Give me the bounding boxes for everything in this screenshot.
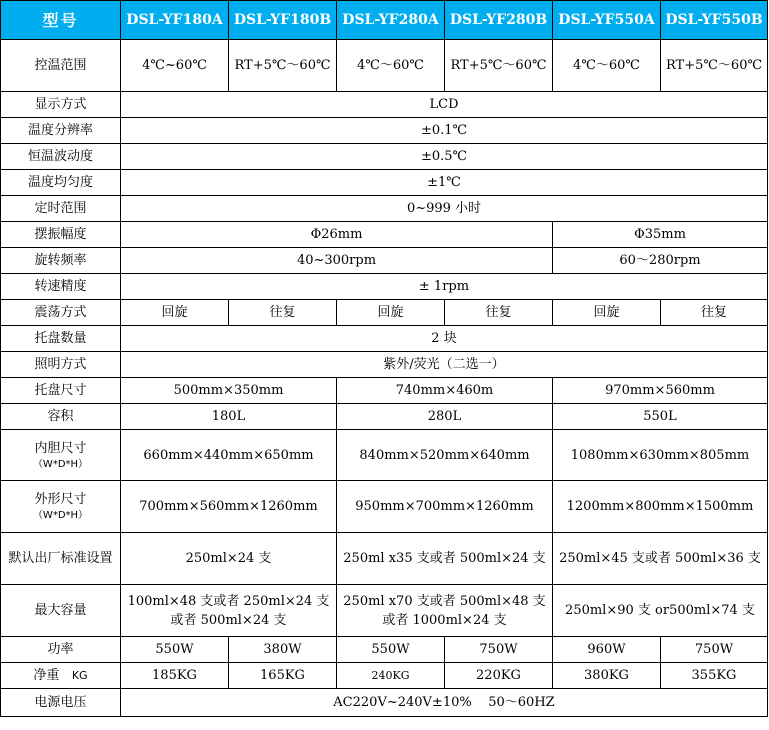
cell-value: 250ml×24 支 — [121, 533, 337, 585]
row-uniformity — [1, 170, 768, 196]
cell-value: 550L — [553, 404, 768, 430]
header-model-2: DSL-YF180B — [229, 1, 337, 40]
row-trays — [1, 326, 768, 352]
row-timer — [1, 196, 768, 222]
row-volume — [1, 404, 768, 430]
row-fluctuation — [1, 144, 768, 170]
row-label: 转速精度 — [1, 274, 121, 300]
row-default-config — [1, 533, 768, 585]
row-label: 托盘尺寸 — [1, 378, 121, 404]
row-speed-accuracy — [1, 274, 768, 300]
header-model-label: 型号 — [1, 1, 121, 40]
cell-value: 750W — [661, 637, 768, 663]
row-label: 默认出厂标准设置 — [1, 533, 121, 585]
cell-value: 250ml×45 支或者 500ml×36 支 — [553, 533, 768, 585]
cell-value: 660mm×440mm×650mm — [121, 430, 337, 481]
row-label: 温度均匀度 — [1, 170, 121, 196]
cell-value: 回旋 — [553, 300, 661, 326]
cell-value: 往复 — [661, 300, 768, 326]
cell-value: 40~300rpm — [121, 248, 553, 274]
row-label: 最大容量 — [1, 585, 121, 637]
row-outer-size — [1, 481, 768, 533]
cell-value: 1200mm×800mm×1500mm — [553, 481, 768, 533]
cell-value: LCD — [121, 92, 768, 118]
cell-value: 往复 — [229, 300, 337, 326]
cell-value: 280L — [337, 404, 553, 430]
row-label: 摆振幅度 — [1, 222, 121, 248]
row-shaking-mode — [1, 300, 768, 326]
cell-value: 回旋 — [121, 300, 229, 326]
row-tray-size — [1, 378, 768, 404]
row-label — [1, 663, 121, 689]
header-model-5: DSL-YF550A — [553, 1, 661, 40]
row-label-sub: （W*D*H） — [32, 458, 89, 470]
cell-value: 250ml×90 支 or500ml×74 支 — [553, 585, 768, 637]
row-label: 定时范围 — [1, 196, 121, 222]
cell-value: 500mm×350mm — [121, 378, 337, 404]
cell-value: 220KG — [445, 663, 553, 689]
cell-value: 950mm×700mm×1260mm — [337, 481, 553, 533]
header-model-3: DSL-YF280A — [337, 1, 445, 40]
cell-value: 355KG — [661, 663, 768, 689]
cell-value: 840mm×520mm×640mm — [337, 430, 553, 481]
cell-value: 550W — [121, 637, 229, 663]
row-lighting — [1, 352, 768, 378]
row-resolution — [1, 118, 768, 144]
row-max-capacity — [1, 585, 768, 637]
cell-value: RT+5℃～60℃ — [445, 40, 553, 92]
row-label: 电源电压 — [1, 689, 121, 717]
row-label-main: 净重 — [33, 668, 60, 683]
row-power — [1, 637, 768, 663]
cell-value: 240KG — [337, 663, 445, 689]
row-label: 温度分辨率 — [1, 118, 121, 144]
cell-value: RT+5℃～60℃ — [229, 40, 337, 92]
row-label-unit: KG — [71, 669, 88, 682]
cell-value: ±1℃ — [121, 170, 768, 196]
cell-value: 4℃～60℃ — [553, 40, 661, 92]
cell-value: Φ35mm — [553, 222, 768, 248]
row-label — [1, 481, 121, 533]
cell-value: 380KG — [553, 663, 661, 689]
cell-value: 4℃～60℃ — [337, 40, 445, 92]
row-net-weight — [1, 663, 768, 689]
cell-value: 100ml×48 支或者 250ml×24 支或者 500ml×24 支 — [121, 585, 337, 637]
header-model-1: DSL-YF180A — [121, 1, 229, 40]
row-label: 托盘数量 — [1, 326, 121, 352]
cell-value: 紫外/荧光（二选一） — [121, 352, 768, 378]
cell-value: 960W — [553, 637, 661, 663]
cell-value: ± 1rpm — [121, 274, 768, 300]
cell-value: 740mm×460m — [337, 378, 553, 404]
cell-value: 550W — [337, 637, 445, 663]
row-label: 容积 — [1, 404, 121, 430]
cell-value: 往复 — [445, 300, 553, 326]
cell-value: 60～280rpm — [553, 248, 768, 274]
cell-value: 380W — [229, 637, 337, 663]
cell-value: ±0.5℃ — [121, 144, 768, 170]
row-label: 显示方式 — [1, 92, 121, 118]
row-label: 恒温波动度 — [1, 144, 121, 170]
row-label: 控温范围 — [1, 40, 121, 92]
row-label: 旋转频率 — [1, 248, 121, 274]
header-model-4: DSL-YF280B — [445, 1, 553, 40]
cell-value: 700mm×560mm×1260mm — [121, 481, 337, 533]
cell-value: 2 块 — [121, 326, 768, 352]
cell-value: Φ26mm — [121, 222, 553, 248]
cell-value: 180L — [121, 404, 337, 430]
row-inner-size — [1, 430, 768, 481]
row-label: 照明方式 — [1, 352, 121, 378]
cell-value: 0~999 小时 — [121, 196, 768, 222]
row-label: 震荡方式 — [1, 300, 121, 326]
row-label-sub: （W*D*H） — [32, 510, 89, 521]
cell-value: 250ml x70 支或者 500ml×48 支 或者 1000ml×24 支 — [337, 585, 553, 637]
row-display — [1, 92, 768, 118]
cell-value: 185KG — [121, 663, 229, 689]
row-temp-range — [1, 40, 768, 92]
cell-value: RT+5℃～60℃ — [661, 40, 768, 92]
cell-value: 1080mm×630mm×805mm — [553, 430, 768, 481]
header-model-6: DSL-YF550B — [661, 1, 768, 40]
cell-value: 回旋 — [337, 300, 445, 326]
row-voltage — [1, 689, 768, 717]
header-row — [1, 1, 768, 40]
cell-value: 165KG — [229, 663, 337, 689]
cell-value: AC220V~240V±10% 50～60HZ — [121, 689, 768, 717]
row-label — [1, 430, 121, 481]
row-label-main: 内胆尺寸 — [34, 440, 87, 456]
cell-value: 250ml x35 支或者 500ml×24 支 — [337, 533, 553, 585]
row-amplitude — [1, 222, 768, 248]
cell-value: 970mm×560mm — [553, 378, 768, 404]
cell-value: 4℃~60℃ — [121, 40, 229, 92]
cell-value: ±0.1℃ — [121, 118, 768, 144]
row-label: 功率 — [1, 637, 121, 663]
cell-value: 750W — [445, 637, 553, 663]
row-speed — [1, 248, 768, 274]
row-label-main: 外形尺寸 — [34, 492, 87, 507]
